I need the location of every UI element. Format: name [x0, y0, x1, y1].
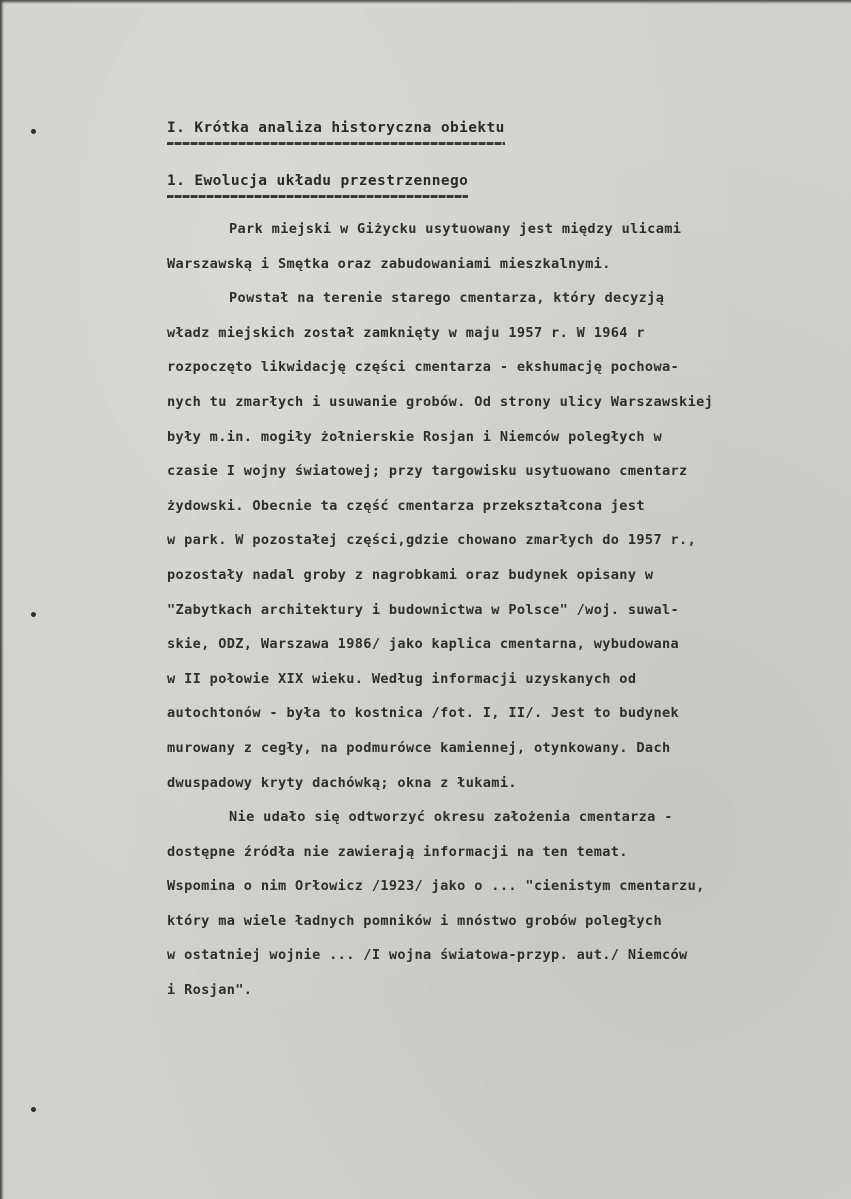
- section-title-underline: [167, 142, 505, 145]
- text-line: pozostały nadal groby z nagrobkami oraz budynek opisany w: [167, 566, 654, 583]
- text-line: czasie I wojny światowej; przy targowisku usytuowano cmentarz: [167, 463, 688, 480]
- text-line: Park miejski w Giżycku usytuowany jest między ulicami: [229, 221, 682, 237]
- body-text: [167, 212, 837, 1008]
- text-line: Nie udało się odtworzyć okresu założenia cmentarza -: [229, 809, 673, 826]
- text-line: murowany z cegły, na podmurówce kamiennej, otynkowany. Dach: [167, 739, 671, 756]
- text-line: i Rosjan".: [167, 982, 253, 999]
- punch-hole-mark: [31, 129, 36, 134]
- punch-hole-mark: [31, 1107, 36, 1112]
- text-line: władz miejskich został zamknięty w maju 1957 r. W 1964 r: [167, 324, 645, 341]
- text-line: "Zabytkach architektury i budownictwa w Polsce" /woj. suwal-: [167, 601, 680, 618]
- text-line: nych tu zmarłych i usuwanie grobów. Od strony ulicy Warszawskiej: [167, 393, 714, 410]
- text-line: autochtonów - była to kostnica /fot. I, II/. Jest to budynek: [167, 705, 680, 722]
- punch-hole-mark: [31, 612, 36, 617]
- section-heading: [167, 120, 505, 145]
- text-line: skie, ODZ, Warszawa 1986/ jako kaplica cmentarna, wybudowana: [167, 636, 680, 653]
- subsection-title: 1. Ewolucja układu przestrzennego: [167, 173, 469, 189]
- text-line: rozpoczęto likwidację części cmentarza - ekshumację pochowa-: [167, 359, 680, 376]
- text-line: Warszawską i Smętka oraz zabudowaniami mieszkalnymi.: [167, 255, 611, 272]
- text-line: dostępne źródła nie zawierają informacji na ten temat.: [167, 843, 628, 860]
- text-line: Powstał na terenie starego cmentarza, który decyzją: [229, 290, 665, 307]
- text-line: w park. W pozostałej części,gdzie chowano zmarłych do 1957 r.,: [167, 532, 697, 549]
- text-line: Wspomina o nim Orłowicz /1923/ jako o ... "cienistym cmentarzu,: [167, 878, 705, 895]
- text-line: który ma wiele ładnych pomników i mnóstwo grobów poległych: [167, 912, 662, 929]
- text-line: dwuspadowy kryty dachówką; okna z łukami.: [167, 774, 517, 791]
- section-title: I. Krótka analiza historyczna obiektu: [167, 120, 505, 136]
- text-line: w II połowie XIX wieku. Według informacji uzyskanych od: [167, 670, 637, 687]
- text-line: w ostatniej wojnie ... /I wojna światowa-przyp. aut./ Niemców: [167, 947, 688, 964]
- subsection-heading: [167, 173, 468, 198]
- subsection-title-underline: [167, 195, 468, 198]
- text-line: żydowski. Obecnie ta część cmentarza przekształcona jest: [167, 497, 645, 514]
- text-line: były m.in. mogiły żołnierskie Rosjan i Niemców poległych w: [167, 428, 662, 445]
